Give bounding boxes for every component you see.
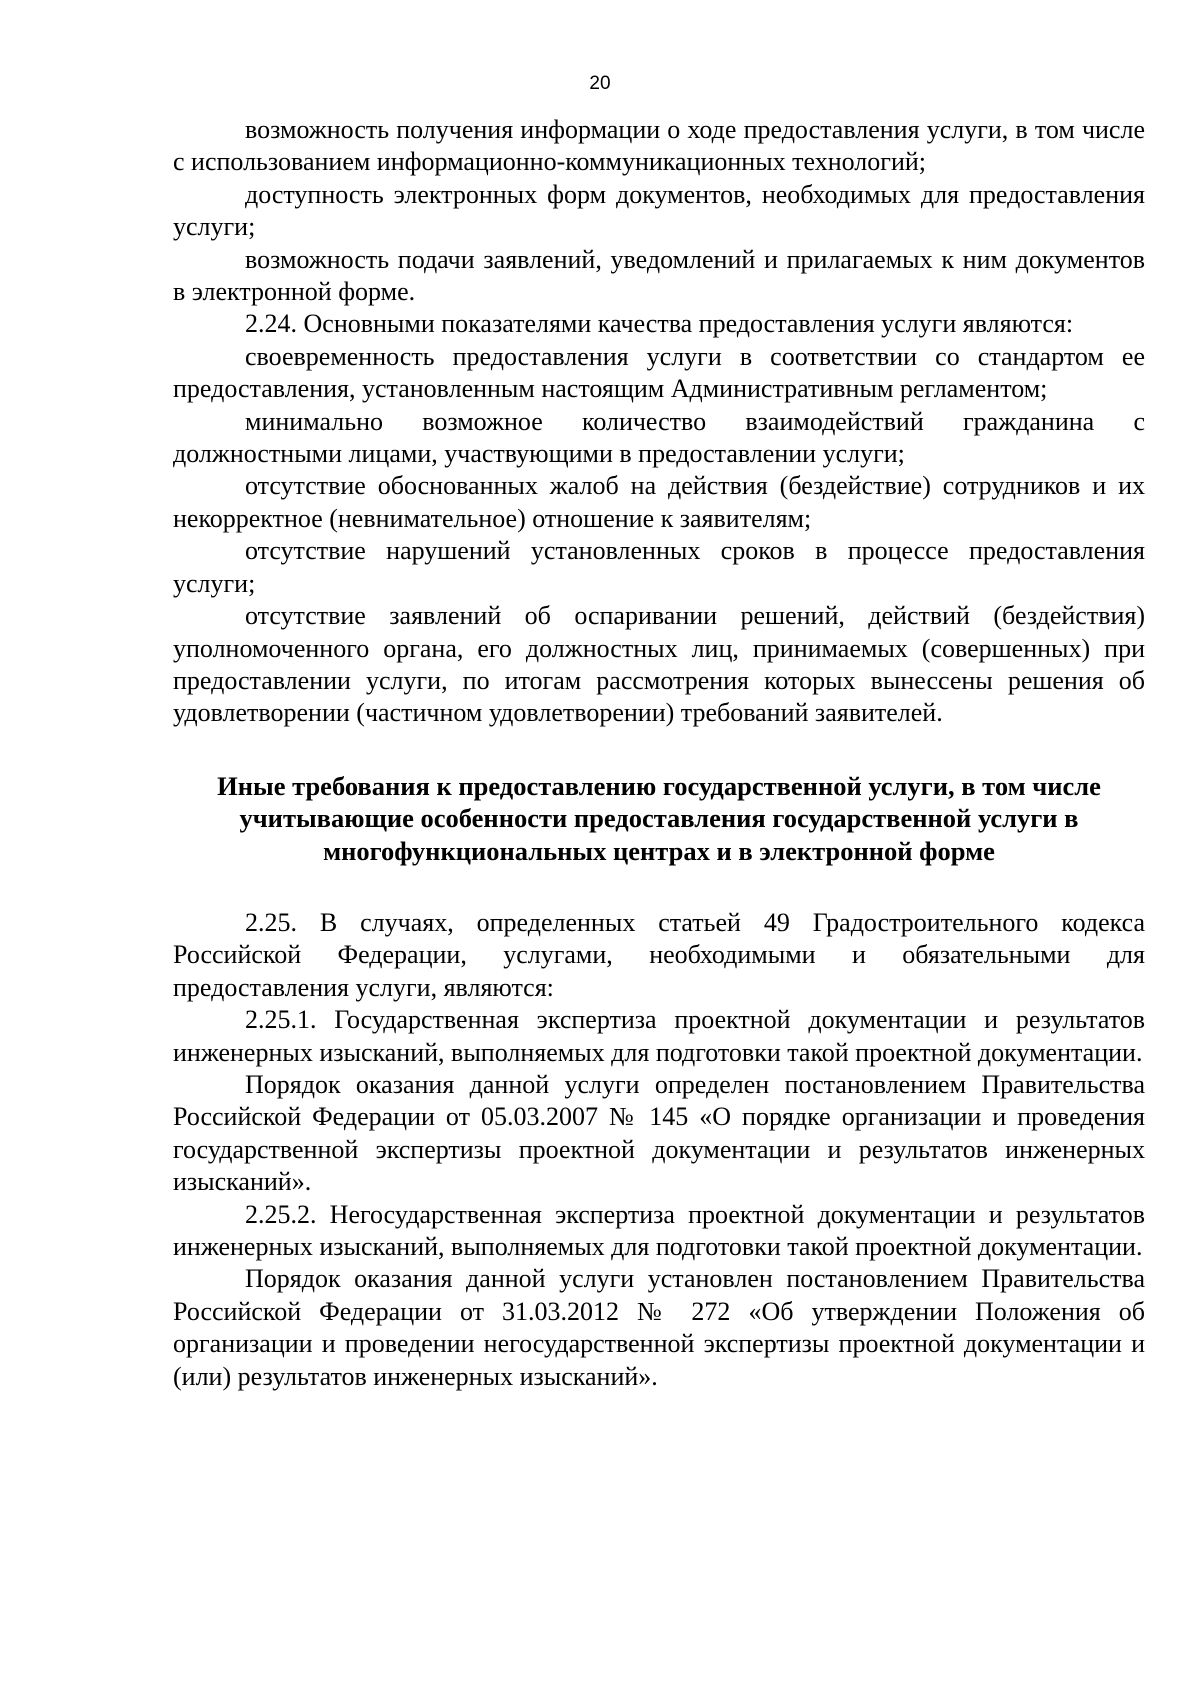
paragraph-clause-2-25: 2.25. В случаях, определенных статьей 49 Градостроительного кодекса Российской Федерации, услугами, необходимыми и обязательными для предоставления услуги, являются:: [173, 907, 1145, 1002]
paragraph: своевременность предоставления услуги в соответствии со стандартом ее предоставления, установленным настоящим Административным регламентом;: [173, 341, 1145, 404]
paragraph: доступность электронных форм документов, необходимых для предоставления услуги;: [173, 179, 1145, 242]
paragraph: Порядок оказания данной услуги определен постановлением Правительства Российской Федерации от 05.03.2007 № 145 «О порядке организации и проведения государственной экспертизы проектной документации и результатов инженерных изысканий».: [173, 1069, 1145, 1197]
paragraph: возможность получения информации о ходе предоставления услуги, в том числе с использованием информационно-коммуникационных технологий;: [173, 115, 1145, 177]
section-heading-line: учитывающие особенности предоставления государственной услуги в: [239, 803, 1079, 834]
section-heading-line: многофункциональных центрах и в электронной форме: [323, 835, 995, 866]
page-number: 20: [589, 73, 611, 94]
section-heading-line: Иные требования к предоставлению государственной услуги, в том числе: [217, 770, 1101, 801]
paragraph-clause-2-25-1: 2.25.1. Государственная экспертиза проектной документации и результатов инженерных изысканий, выполняемых для подготовки такой проектной документации.: [173, 1005, 1145, 1067]
paragraph: возможность подачи заявлений, уведомлений и прилагаемых к ним документов в электронной форме.: [173, 244, 1145, 307]
paragraph: отсутствие нарушений установленных сроков в процессе предоставления услуги;: [173, 536, 1145, 598]
paragraph: Порядок оказания данной услуги установлен постановлением Правительства Российской Федерации от 31.03.2012 № 272 «Об утверждении Положения об организации и проведении негосударственной экспертизы проектной документации и (или) результатов инженерных изысканий».: [173, 1264, 1145, 1391]
paragraph-clause-2-24: 2.24. Основными показателями качества предоставления услуги являются:: [245, 309, 1074, 339]
paragraph-clause-2-25-2: 2.25.2. Негосударственная экспертиза проектной документации и результатов инженерных изысканий, выполняемых для подготовки такой проектной документации.: [173, 1199, 1145, 1261]
paragraph: минимально возможное количество взаимодействий гражданина с должностными лицами, участвующими в предоставлении услуги;: [173, 406, 1145, 469]
paragraph: отсутствие заявлений об оспаривании решений, действий (бездействия) уполномоченного органа, его должностных лиц, принимаемых (совершенных) при предоставлении услуги, по итогам рассмотрения которых вынессены решения об удовлетворении (частичном удовлетворении) требований заявителей.: [173, 601, 1145, 728]
paragraph: отсутствие обоснованных жалоб на действия (бездействие) сотрудников и их некорректное (невнимательное) отношение к заявителям;: [173, 471, 1145, 533]
page-content: [173, 114, 1145, 1393]
section-heading: [173, 770, 1145, 867]
